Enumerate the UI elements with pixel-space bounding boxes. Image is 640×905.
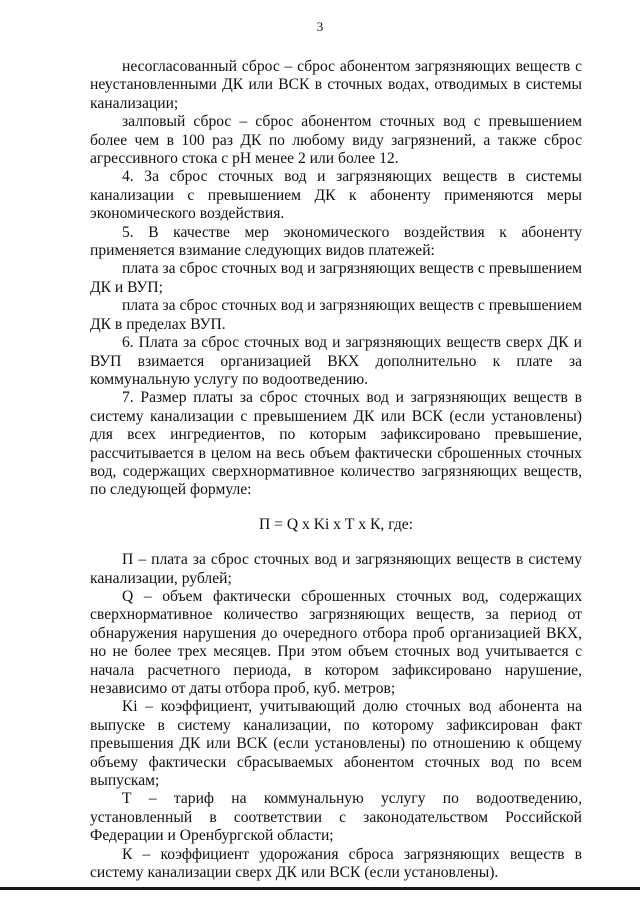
paragraph-item-7: 7. Размер платы за сброс сточных вод и загрязняющих веществ в систему канализации с превышением ДК или ВСК (если установлены) для всех ингредиентов, по которым зафиксировано превышение, рассчитывается в целом на весь объем фактически сброшенных сточных вод, содержащих сверхнормативное количество загрязняющих веществ, по следующей формуле: xyxy=(90,389,582,499)
paragraph-item-4: 4. За сброс сточных вод и загрязняющих веществ в системы канализации с превышением ДК к абоненту применяются меры экономического воздействия. xyxy=(90,168,582,223)
page-number: 3 xyxy=(316,19,324,34)
paragraph-salvo-discharge: залповый сброс – сброс абонентом сточных вод с превышением более чем в 100 раз ДК по любому виду загрязнений, а также сброс агрессивного стока с pH менее 2 или более 12. xyxy=(90,113,582,168)
definition-k: К – коэффициент удорожания сброса загрязняющих веществ в систему канализации сверх ДК или ВСК (если установлены). xyxy=(90,845,582,882)
paragraph-unagreed-discharge: несогласованный сброс – сброс абонентом загрязняющих веществ с неустановленными ДК или ВСК в сточных водах, отводимых в системы канализации; xyxy=(90,58,582,112)
bottom-rule xyxy=(0,887,640,890)
paragraph-payment-dk-vup: плата за сброс сточных вод и загрязняющих веществ с превышением ДК и ВУП; xyxy=(90,260,582,296)
document-body xyxy=(90,58,582,882)
paragraph-item-5: 5. В качестве мер экономического воздействия к абоненту применяется взимание следующих видов платежей: xyxy=(90,223,582,260)
paragraph-payment-within-vup: плата за сброс сточных вод и загрязняющих веществ с превышением ДК в пределах ВУП. xyxy=(90,297,582,333)
definition-q: Q – объем фактически сброшенных сточных вод, содержащих сверхнормативное количество загрязняющих веществ, за период от обнаружения нарушения до очередного отбора проб организацией ВКХ, но не более трех месяцев. При этом объем сточных вод учитывается с начала расчетного периода, в котором зафиксировано нарушение, независимо от даты отбора проб, куб. метров; xyxy=(90,587,582,697)
payment-formula: П = Q х Ki х Т х К, где: xyxy=(258,515,414,533)
definition-t: Т – тариф на коммунальную услугу по водоотведению, установленный в соответствии с законодательством Российской Федерации и Оренбургской области; xyxy=(90,790,582,845)
paragraph-item-6: 6. Плата за сброс сточных вод и загрязняющих веществ сверх ДК и ВУП взимается организацией ВКХ дополнительно к плате за коммунальную услугу по водоотведению. xyxy=(90,334,582,388)
definition-ki: Ki – коэффициент, учитывающий долю сточных вод абонента на выпуске в систему канализации, по которому зафиксирован факт превышения ДК или ВСК (если установлены) по отношению к общему объему фактически сбрасываемых абонентом сточных вод по всем выпускам; xyxy=(90,698,582,790)
definition-p: П – плата за сброс сточных вод и загрязняющих веществ в систему канализации, рублей; xyxy=(90,551,582,587)
